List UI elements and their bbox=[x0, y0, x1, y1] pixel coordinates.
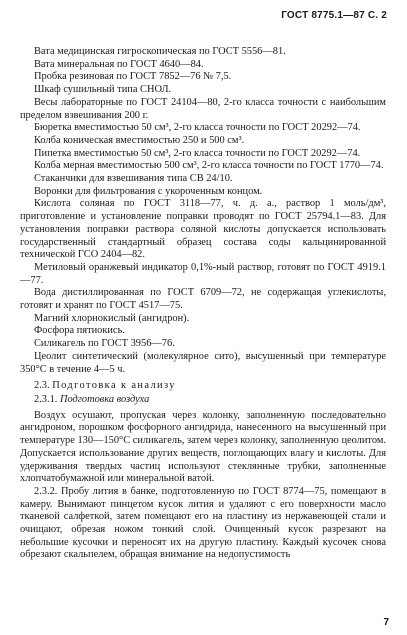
paragraph: Колба мерная вместимостью 500 см³, 2-го класса точности по ГОСТ 1770—74. bbox=[34, 160, 384, 172]
section-number: 2.3. bbox=[34, 380, 50, 392]
paragraph: Фосфора пятиокись. bbox=[34, 325, 125, 337]
paragraph: Магний хлорнокислый (ангидрон). bbox=[34, 312, 190, 324]
paragraph: Пипетка вместимостью 50 см³, 2-го класса точности по ГОСТ 20292—74. bbox=[34, 147, 361, 159]
page-header: ГОСТ 8775.1—87 С. 2 bbox=[281, 10, 387, 21]
subsection-heading bbox=[20, 394, 386, 407]
paragraph: Пробка резиновая по ГОСТ 7852—76 № 7,5. bbox=[34, 71, 232, 83]
page-number: 7 bbox=[383, 617, 389, 628]
paragraph: Бюретка вместимостью 50 см³, 2-го класса точности по ГОСТ 20292—74. bbox=[34, 122, 361, 134]
paragraph: Вода дистиллированная по ГОСТ 6709—72, не содержащая углекислоты, готовят и хранят по ГОСТ 4517—75. bbox=[20, 287, 386, 312]
paragraph: Вата минеральная по ГОСТ 4640—84. bbox=[34, 58, 204, 70]
paragraph: Цеолит синтетический (молекулярное сито), высушенный при температуре 350°С в течение 4—5 ч. bbox=[20, 350, 386, 375]
paragraph: Воронки для фильтрования с укороченным концом. bbox=[34, 185, 263, 197]
paragraph: Кислота соляная по ГОСТ 3118—77, ч. д. а., раствор 1 моль/дм³, приготовление и установление поправки проводят по ГОСТ 25794.1—83. Для установления поправки раствора соляной кислоты допускается использовать государственный стандартный образец состава соды кальцинированной технической ГСО 2404—82. bbox=[20, 198, 386, 261]
paragraph: Воздух осушают, пропуская через колонку, заполненную последовательно ангидроном, порошком фосфорного ангидрида, нанесенного на высушенный при температуре 130—150°С силикагель, затем через колонку, заполненную цеолитом. Допускается использование других веществ, поглощающих влагу и кислоты. Для удерживания твердых частиц используют стеклянные трубки, заполненные хлопчатобумажной или минеральной ватой. bbox=[20, 409, 386, 485]
paragraph: Колба коническая вместимостью 250 и 500 см³. bbox=[34, 134, 245, 146]
paragraph: 2.3.2. Пробу лития в банке, подготовленную по ГОСТ 8774—75, помещают в камеру. Вынимают пинцетом кусок лития и удаляют с его поверхности масло тканевой салфеткой, затем помещают его на пластину из нержавеющей стали и очищают, обрезая ножом тонкий слой. Очищенный кусок разрезают на небольшие кусочки и переносят их на другую пластину. Каждый кусочек снова обрезают скальпелем, обращая внимание на недопустимость bbox=[20, 485, 386, 561]
section-title: Подготовка к анализу bbox=[52, 380, 176, 392]
page-body bbox=[20, 46, 386, 562]
subsection-title: Подготовка воздуха bbox=[60, 393, 150, 405]
paragraph: Весы лабораторные по ГОСТ 24104—80, 2-го класса точности с наибольшим пределом взвешивания 200 г. bbox=[20, 96, 386, 121]
paragraph: Силикагель по ГОСТ 3956—76. bbox=[34, 338, 175, 350]
section-heading bbox=[20, 380, 386, 393]
paragraph: Шкаф сушильный типа СНОЛ. bbox=[34, 84, 172, 96]
paragraph: Вата медицинская гигроскопическая по ГОСТ 5556—81. bbox=[34, 46, 286, 57]
paragraph: Стаканчики для взвешивания типа СВ 24/10. bbox=[34, 173, 233, 185]
subsection-number: 2.3.1. bbox=[34, 393, 58, 405]
paragraph: Метиловый оранжевый индикатор 0,1%-ный раствор, готовят по ГОСТ 4919.1—77. bbox=[20, 261, 386, 286]
